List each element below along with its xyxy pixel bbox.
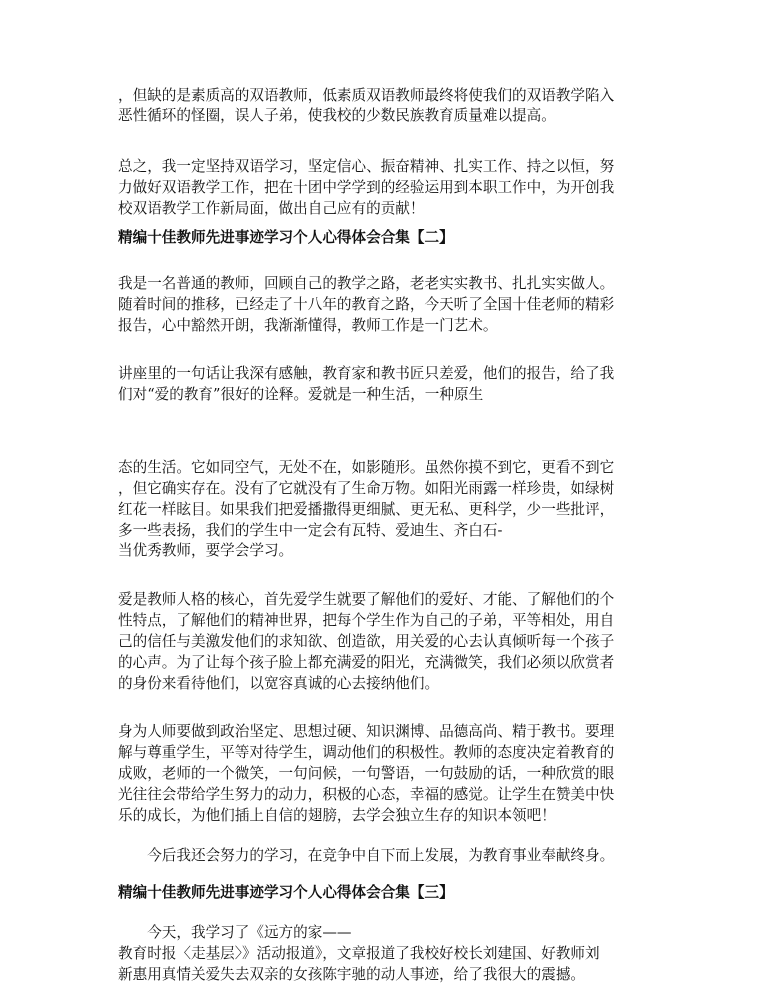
text-line: 光往往会带给学生努力的动力，积极的心态，幸福的感觉。让学生在赞美中快 [118,786,615,803]
text-line: 恶性循环的怪圈，误人子弟，使我校的少数民族教育质量难以提高。 [118,107,556,124]
text-line: 今天，我学习了《远方的家—— [118,924,352,941]
text-line: 讲座里的一句话让我深有感触，教育家和教书匠只差爱，他们的报告，给了我 [118,365,615,382]
text-line: 教育时报〈走基层〉》活动报道》，文章报道了我校好校长刘建国、好教师刘 [118,945,600,962]
text-line: ，但它确实存在。没有了它就没有了生命万物。如阳光雨露一样珍贵，如绿树 [118,480,615,497]
text-line: 的身份来看待他们，以宽容真诚的心去接纳他们。 [118,675,440,692]
text-line: 新惠用真情关爱失去双亲的女孩陈宇驰的动人事迹，给了我很大的震撼。 [118,966,586,983]
section-heading: 精编十佳教师先进事迹学习个人心得体会合集【三】 [118,884,454,901]
text-line: 今后我还会努力的学习，在竞争中自下而上发展，为教育事业奉献终身。 [118,847,615,864]
text-line: 己的信任与美激发他们的求知欲、创造欲，用关爱的心去认真倾听每一个孩子 [118,633,615,650]
text-line: 们对“爱的教育”很好的诠释。爱就是一种生活，一种原生 [118,386,484,403]
text-line: 身为人师要做到政治坚定、思想过硬、知识渊博、品德高尚、精于教书。要理 [118,723,615,740]
section-heading: 精编十佳教师先进事迹学习个人心得体会合集【二】 [118,229,454,246]
text-line: 解与尊重学生，平等对待学生，调动他们的积极性。教师的态度决定着教育的 [118,744,615,761]
text-line: 成败，老师的一个微笑，一句问候，一句警语，一句鼓励的话，一种欣赏的眼 [118,765,615,782]
text-line: 爱是教师人格的核心，首先爱学生就要了解他们的爱好、才能、了解他们的个 [118,591,615,608]
text-line: 总之，我一定坚持双语学习，坚定信心、振奋精神、扎实工作、持之以恒，努 [118,158,615,175]
text-line: 力做好双语教学工作，把在十团中学学到的经验运用到本职工作中，为开创我 [118,179,615,196]
text-line: 我是一名普通的教师，回顾自己的教学之路，老老实实教书、扎扎实实做人。 [118,275,615,292]
text-line: 的心声。为了让每个孩子脸上都充满爱的阳光，充满微笑，我们必须以欣赏者 [118,654,615,671]
text-line: 性特点，了解他们的精神世界，把每个学生作为自己的子弟，平等相处，用自 [118,612,615,629]
text-line: 随着时间的推移，已经走了十八年的教育之路，今天听了全国十佳老师的精彩 [118,296,615,313]
text-line: 当优秀教师，要学会学习。 [118,542,294,559]
text-line: 报告，心中豁然开朗，我渐渐懂得，教师工作是一门艺术。 [118,317,498,334]
text-line: 校双语教学工作新局面，做出自己应有的贡献！ [118,200,425,217]
text-line: 多一些表扬，我们的学生中一定会有瓦特、爱迪生、齐白石- [118,522,503,539]
text-line: 态的生活。它如同空气，无处不在，如影随形。虽然你摸不到它，更看不到它 [118,459,615,476]
text-line: 红花一样眩目。如果我们把爱播撒得更细腻、更无私、更科学，少一些批评， [118,501,615,518]
text-line: 乐的成长，为他们插上自信的翅膀，去学会独立生存的知识本领吧！ [118,807,556,824]
text-line: ，但缺的是素质高的双语教师，低素质双语教师最终将使我们的双语教学陷入 [118,87,615,104]
